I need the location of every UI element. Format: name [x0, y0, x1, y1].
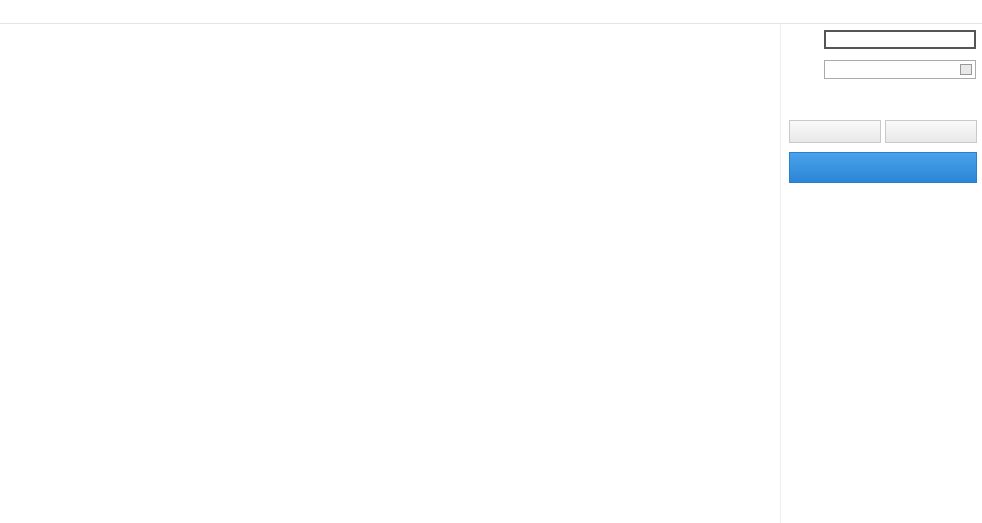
tab-bar: [0, 26, 780, 52]
window-titlebar: [0, 0, 982, 24]
chart-area: [0, 52, 780, 523]
temperature-chart: [0, 257, 780, 457]
time-input[interactable]: [824, 60, 976, 79]
station-input[interactable]: [824, 30, 976, 49]
side-panel: [780, 24, 982, 523]
prev-24h-button[interactable]: [789, 120, 881, 143]
query-button[interactable]: [789, 152, 977, 183]
calendar-icon[interactable]: [960, 64, 972, 75]
next-24h-button[interactable]: [885, 120, 977, 143]
